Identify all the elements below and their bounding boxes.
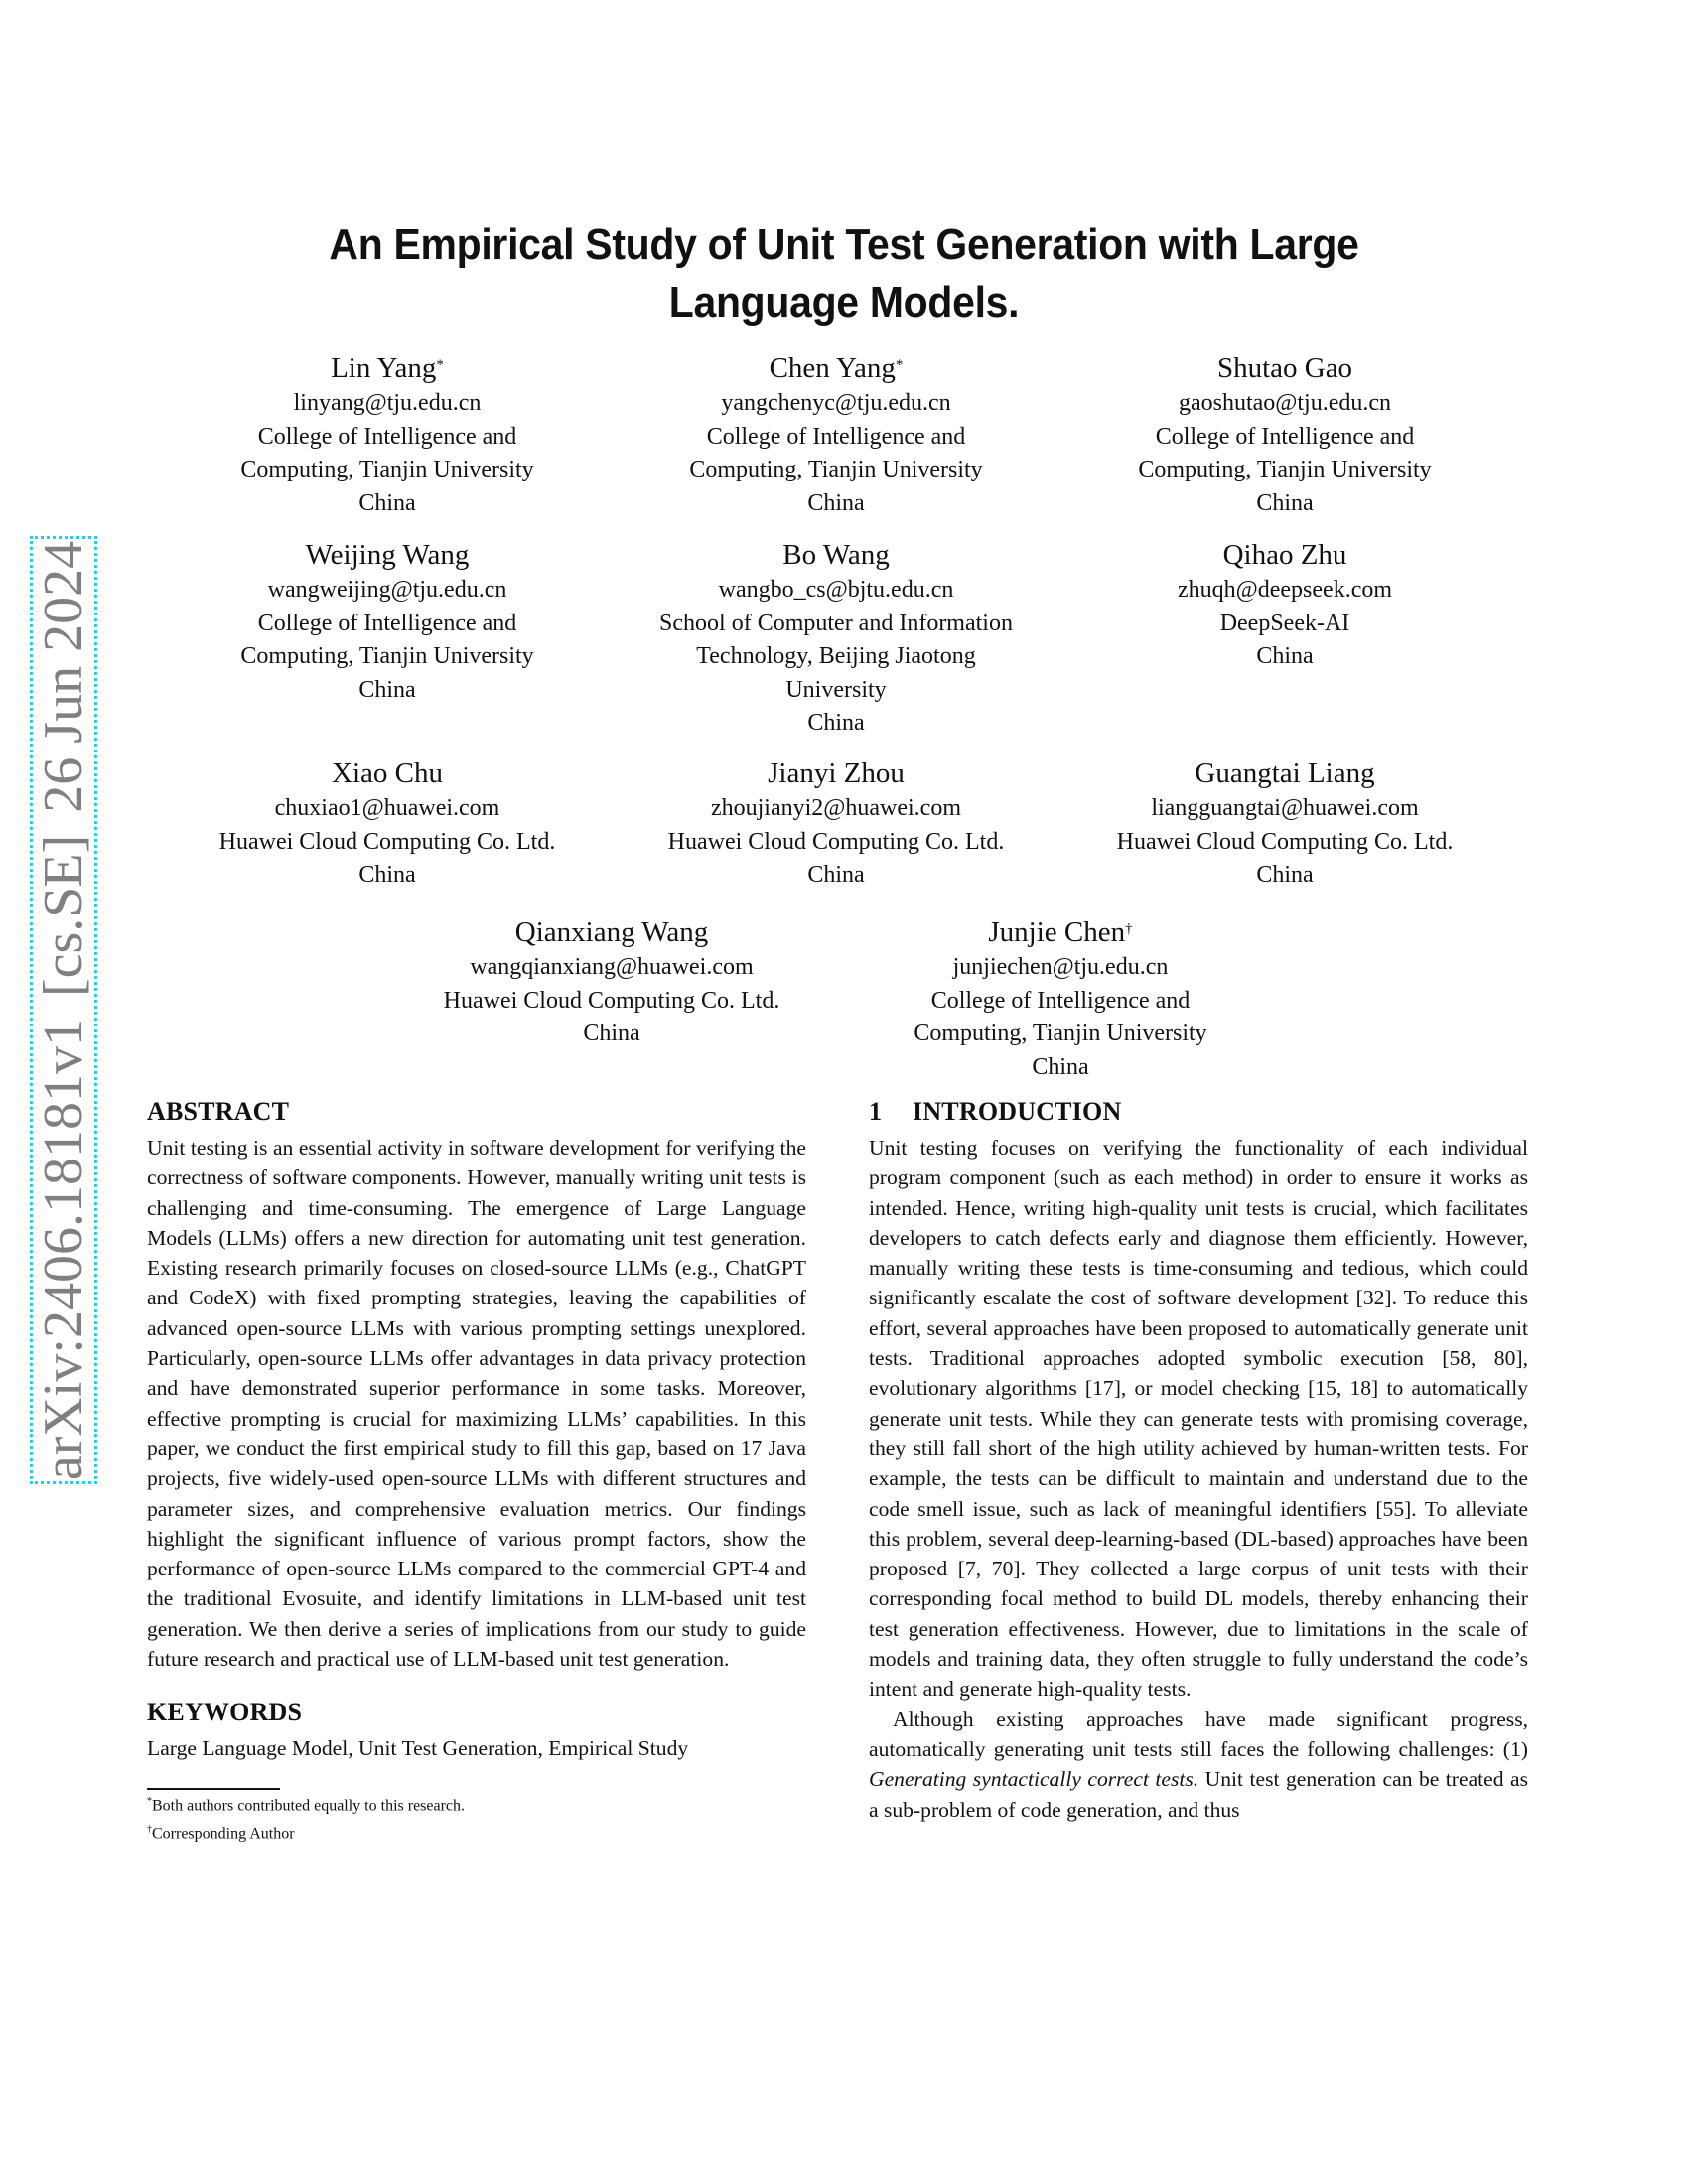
author-affiliation: College of Intelligence and: [706, 423, 966, 450]
author-name: Chen Yang*: [769, 352, 904, 384]
footnote: *Both authors contributed equally to this research.: [147, 1795, 466, 1814]
author-block: [169, 349, 606, 520]
left-column: [147, 1095, 806, 1845]
author-country: China: [807, 710, 865, 736]
author-affiliation: Huawei Cloud Computing Co. Ltd.: [667, 828, 1005, 855]
footnote: †Corresponding Author: [147, 1823, 295, 1843]
author-name: Bo Wang: [782, 539, 890, 571]
author-name: Xiao Chu: [332, 757, 443, 789]
author-country: China: [358, 489, 416, 516]
author-affiliation: Computing, Tianjin University: [914, 1021, 1207, 1046]
author-affiliation: School of Computer and Information: [659, 610, 1013, 636]
author-affiliation: Computing, Tianjin University: [240, 643, 534, 669]
author-email: chuxiao1@huawei.com: [274, 795, 500, 821]
author-affiliation: DeepSeek-AI: [1219, 610, 1350, 636]
author-name: Junjie Chen†: [988, 916, 1133, 948]
author-block: [169, 754, 606, 892]
author-email: liangguangtai@huawei.com: [1151, 795, 1419, 821]
author-affiliation: Huawei Cloud Computing Co. Ltd.: [1116, 828, 1454, 855]
author-block: [1066, 536, 1503, 674]
author-country: China: [1256, 643, 1314, 669]
author-name: Qihao Zhu: [1222, 539, 1347, 571]
author-affiliation: Computing, Tianjin University: [1138, 457, 1432, 482]
author-block: [618, 349, 1055, 520]
author-country: China: [807, 489, 865, 516]
author-affiliation: College of Intelligence and: [257, 423, 517, 450]
title-line-2: Language Models.: [668, 278, 1020, 327]
author-block: [1066, 349, 1503, 520]
author-email: gaoshutao@tju.edu.cn: [1178, 390, 1392, 416]
author-affiliation: Huawei Cloud Computing Co. Ltd.: [218, 828, 556, 855]
arxiv-date: 26 Jun 2024: [33, 540, 94, 813]
author-affiliation: Huawei Cloud Computing Co. Ltd.: [443, 987, 780, 1014]
author-email: yangchenyc@tju.edu.cn: [721, 390, 951, 416]
section-number: 1: [869, 1097, 883, 1126]
title-line-1: An Empirical Study of Unit Test Generation with Large: [329, 220, 1359, 269]
author-block: [842, 913, 1279, 1084]
author-name: Lin Yang*: [331, 352, 444, 384]
author-email: zhoujianyi2@huawei.com: [710, 795, 962, 821]
arxiv-stamp-text: [32, 540, 95, 1479]
author-email: zhuqh@deepseek.com: [1177, 577, 1393, 603]
keywords-text: Large Language Model, Unit Test Generation, Empirical Study: [147, 1736, 689, 1761]
author-email: junjiechen@tju.edu.cn: [952, 954, 1169, 980]
introduction-paragraph: Although existing approaches have made significant progress, automatically generating unit tests still faces the following challenges: (1) Generating syntactically correct tests. Unit test generation can be treated as a sub-problem of code generation, and thus: [869, 1706, 1528, 1822]
author-affiliation: Computing, Tianjin University: [240, 457, 534, 482]
author-affiliation: University: [785, 676, 887, 703]
author-country: China: [1032, 1053, 1089, 1080]
author-block: [393, 913, 830, 1051]
author-country: China: [358, 862, 416, 887]
abstract-text: Unit testing is an essential activity in software development for verifying the correctness of software components. However, manually writing unit tests is challenging and time-consuming. The emergence of Large Language Models (LLMs) offers a new direction for automating unit test generation. Existing research primarily focuses on closed-source LLMs (e.g., ChatGPT and CodeX) with fixed prompting strategies, leaving the capabilities of advanced open-source LLMs with various prompting settings unexplored. Particularly, open-source LLMs offer advantages in data privacy protection and have demonstrated superior performance in some tasks. Moreover, effective prompting is crucial for maximizing LLMs’ capabilities. In this paper, we conduct the first empirical study to fill this gap, based on 17 Java projects, five widely-used open-source LLMs with different structures and parameter sizes, and comprehensive evaluation metrics. Our findings highlight the significant influence of various prompt factors, show the performance of open-source LLMs compared to the commercial GPT-4 and the traditional Evosuite, and identify limitations in LLM-based unit test generation. We then derive a series of implications from our study to guide future research and practical use of LLM-based unit test generation.: [147, 1136, 806, 1672]
author-country: China: [1256, 862, 1314, 887]
author-affiliation: College of Intelligence and: [1155, 423, 1415, 450]
abstract-heading: ABSTRACT: [147, 1097, 290, 1126]
author-name: Weijing Wang: [305, 539, 470, 571]
author-block: [618, 536, 1055, 741]
author-affiliation: Computing, Tianjin University: [689, 457, 983, 482]
author-affiliation: College of Intelligence and: [930, 987, 1191, 1014]
author-block: [169, 536, 606, 707]
introduction-paragraph: Unit testing focuses on verifying the functionality of each individual program component (such as each method) in order to ensure it works as intended. Hence, writing high-quality unit tests is crucial, which facilitates developers to catch defects early and diagnose them efficiently. However, manually writing these tests is time-consuming and tedious, which could significantly escalate the cost of software development [32]. To reduce this effort, several approaches have been proposed to automatically generate unit tests. Traditional approaches adopted symbolic execution [58, 80], evolutionary algorithms [17], or model checking [15, 18] to automatically generate unit tests. While they can generate tests with promising coverage, they still fall short of the high utility achieved by human-written tests. For example, the tests can be difficult to maintain and understand due to the code smell issue, such as lack of meaningful identifiers [55]. To alleviate this problem, several deep-learning-based (DL-based) approaches have been proposed [7, 70]. They collected a large corpus of unit tests with their corresponding focal method to build DL models, thereby enhancing their test generation effectiveness. However, due to limitations in the scale of models and training data, they often struggle to fully understand the code’s intent and generate high-quality tests.: [869, 1136, 1528, 1702]
author-name: Qianxiang Wang: [514, 916, 709, 948]
author-name: Guangtai Liang: [1195, 757, 1375, 789]
challenge-title: Generating syntactically correct tests.: [869, 1767, 1199, 1792]
right-column: [869, 1095, 1528, 1825]
author-affiliation: Technology, Beijing Jiaotong: [696, 643, 976, 669]
author-email: wangbo_cs@bjtu.edu.cn: [718, 577, 954, 603]
arxiv-category: [cs.SE]: [33, 834, 94, 997]
author-country: China: [807, 862, 865, 887]
paper-title: [244, 216, 1445, 332]
author-email: wangweijing@tju.edu.cn: [267, 577, 507, 603]
introduction-heading: 1 INTRODUCTION: [869, 1095, 1528, 1129]
keywords-heading: KEYWORDS: [147, 1698, 303, 1727]
arxiv-id: arXiv:2406.18181v1: [33, 1018, 94, 1480]
author-email: linyang@tju.edu.cn: [293, 390, 482, 416]
author-name: Shutao Gao: [1216, 352, 1353, 384]
author-country: China: [358, 676, 416, 703]
author-affiliation: College of Intelligence and: [257, 610, 517, 636]
author-email: wangqianxiang@huawei.com: [470, 954, 754, 980]
author-country: China: [1256, 489, 1314, 516]
author-name: Jianyi Zhou: [768, 757, 905, 789]
author-country: China: [583, 1021, 640, 1046]
arxiv-stamp: [30, 536, 97, 1484]
author-block: [1066, 754, 1503, 892]
author-block: [618, 754, 1055, 892]
